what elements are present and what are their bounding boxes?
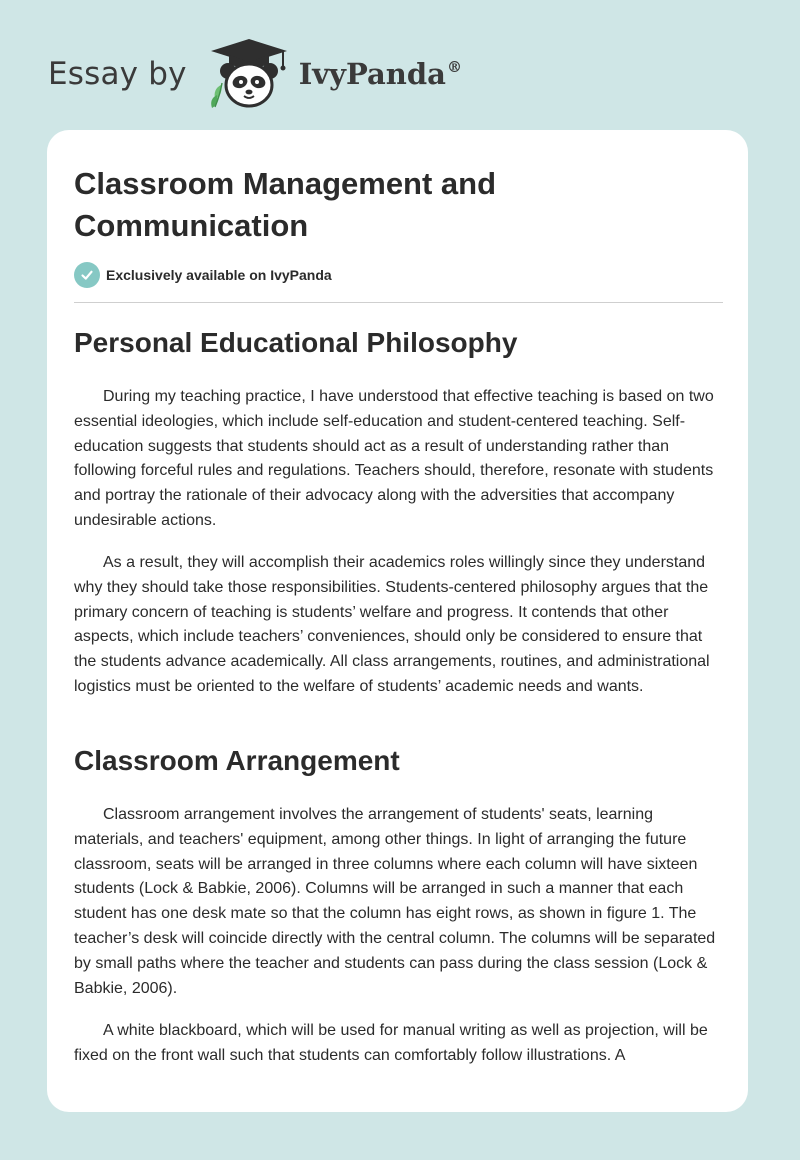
check-circle-icon xyxy=(74,262,100,288)
exclusive-label: Exclusively available on IvyPanda xyxy=(106,267,332,283)
paragraph: Classroom arrangement involves the arrangement of students' seats, learning materials, and teachers' equipment, among other things. In light of arranging the future classroom, seats will be arranged in three columns where each column will have sixteen students (Lock & Babkie, 2006). Columns will be arranged in such a manner that each student has one desk mate so that the column has eight rows, as shown in figure 1. The teacher’s desk will coincide directly with the central column. The columns will be separated by small paths where the teacher and students can pass during the class session (Lock & Babkie, 2006). xyxy=(74,806,716,997)
page-title: Classroom Management and Communication xyxy=(74,166,497,243)
brand-prefix: Essay by xyxy=(48,55,187,92)
exclusive-badge xyxy=(74,262,332,288)
panda-graduate-logo-icon xyxy=(203,37,295,111)
essay-card xyxy=(47,130,748,1112)
section-heading: Personal Educational Philosophy xyxy=(74,327,518,358)
paragraph: As a result, they will accomplish their academics roles willingly since they understand why they should take those responsibilities. Students-centered philosophy argues that the primary concern of teaching is students’ welfare and progress. It contends that other aspects, which include teachers’ conveniences, should only be considered to ensure that the students advance academically. All class arrangements, routines, and administrational logistics must be oriented to the welfare of students’ academic needs and wants. xyxy=(74,554,710,695)
registered-mark: ® xyxy=(446,57,462,76)
site-brand[interactable] xyxy=(48,34,462,114)
brand-name: IvyPanda® xyxy=(298,56,462,91)
paragraph: During my teaching practice, I have understood that effective teaching is based on two essential ideologies, which include self-education and student-centered teaching. Self-education suggests that students should act as a result of understanding rather than following forceful rules and regulations. Teachers should, therefore, resonate with students and portray the rationale of their advocacy along with the adversities that accompany undesirable actions. xyxy=(74,388,714,529)
section-heading: Classroom Arrangement xyxy=(74,745,400,776)
paragraph: A white blackboard, which will be used for manual writing as well as projection, will be fixed on the front wall such that students can comfortably follow illustrations. A xyxy=(74,1022,708,1064)
title-divider xyxy=(74,302,723,303)
